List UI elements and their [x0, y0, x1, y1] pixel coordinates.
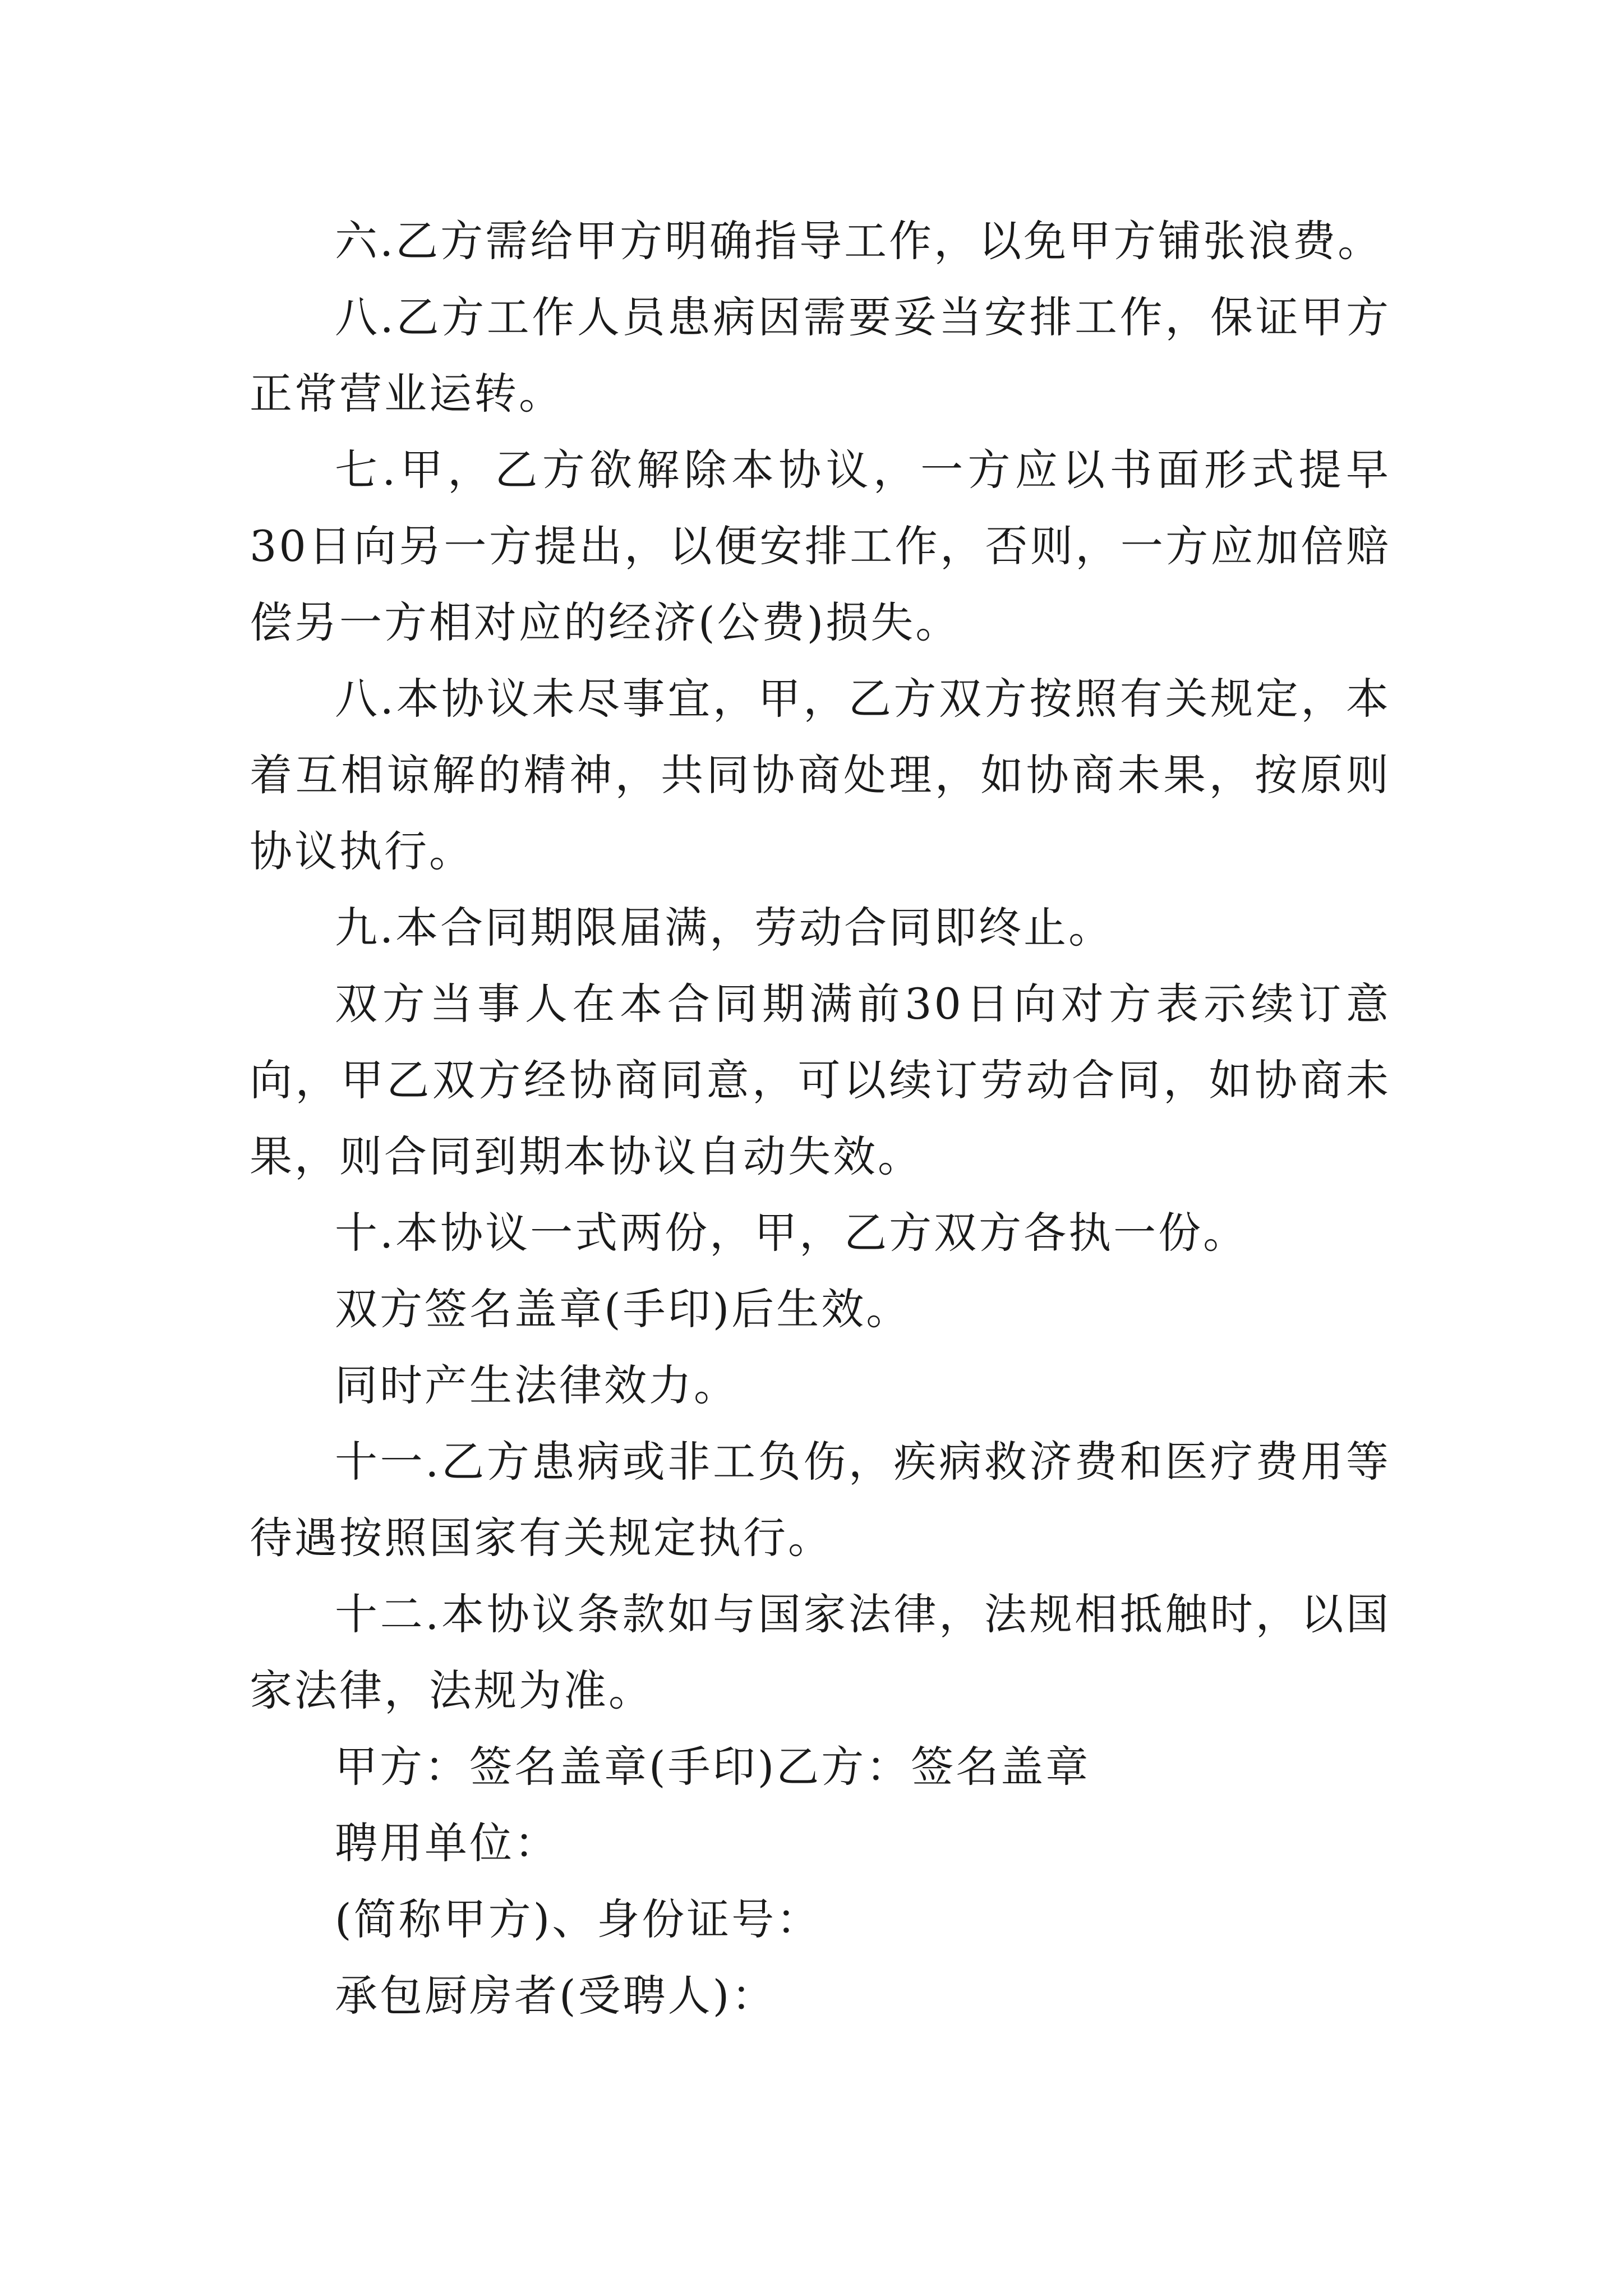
contractor-label: 承包厨房者(受聘人)：: [335, 1971, 777, 2021]
signature-line: 甲方：签名盖章(手印)乙方：签名盖章: [335, 1742, 1091, 1792]
paragraph-renewal: 双方当事人在本合同期满前30日向对方表示续订意向，甲乙双方经协商同意，可以续订劳动合同，如协商未果，则合同到期本协议自动失效。: [250, 979, 1391, 1181]
paragraph-clause-8-unresolved-matters: 八.本协议未尽事宜，甲，乙方双方按照有关规定，本着互相谅解的精神，共同协商处理，如协商未果，按原则协议执行。: [250, 674, 1391, 876]
id-number-label: (简称甲方)、身份证号：: [335, 1894, 822, 1944]
paragraph-clause-7-termination: 七.甲，乙方欲解除本协议，一方应以书面形式提早30日向另一方提出，以便安排工作，否则，一方应加倍赔偿另一方相对应的经济(公费)损失。: [250, 445, 1391, 647]
paragraph-clause-8-staff-illness: 八.乙方工作人员患病因需要妥当安排工作，保证甲方正常营业运转。: [250, 292, 1391, 418]
paragraph-clause-9-expiry: 九.本合同期限届满，劳动合同即终止。: [335, 903, 1114, 953]
document-body: [250, 203, 1391, 2034]
paragraph-clause-11-illness: 十一.乙方患病或非工负伤，疾病救济费和医疗费用等待遇按照国家有关规定执行。: [250, 1437, 1391, 1563]
paragraph-clause-10-copies: 十.本协议一式两份，甲，乙方双方各执一份。: [335, 1208, 1248, 1258]
paragraph-clause-6: 六.乙方需给甲方明确指导工作，以免甲方铺张浪费。: [335, 216, 1383, 266]
paragraph-clause-12-law: 十二.本协议条款如与国家法律，法规相抵触时，以国家法律，法规为准。: [250, 1589, 1391, 1715]
employer-label: 聘用单位：: [335, 1818, 559, 1868]
paragraph-effective-on-signing: 双方签名盖章(手印)后生效。: [335, 1284, 911, 1334]
paragraph-legal-effect: 同时产生法律效力。: [335, 1360, 739, 1410]
